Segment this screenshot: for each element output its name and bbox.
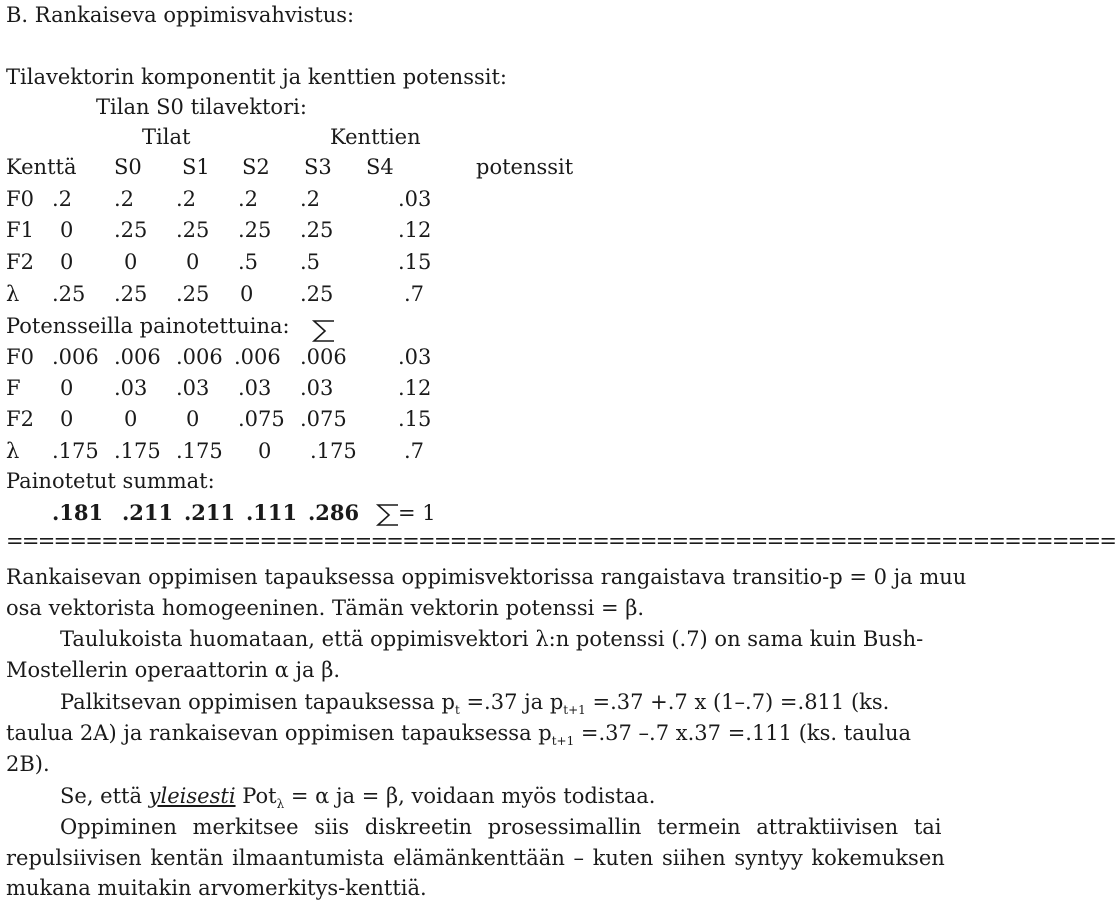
table-cell: .175: [52, 439, 99, 463]
header-cell: S4: [366, 155, 394, 179]
sum-value: .286: [308, 500, 360, 525]
table-cell: .2: [238, 187, 259, 211]
sums-label: Painotetut summat:: [6, 469, 215, 493]
table-cell: .03: [114, 376, 148, 400]
table-cell: .03: [238, 376, 272, 400]
table-cell: .25: [300, 282, 334, 306]
table-cell: .075: [238, 407, 285, 431]
paragraph-4: Se, että yleisesti Pot$_\lambda$ = α ja = β, voidaan myös todistaa.: [60, 784, 656, 811]
table-cell: .2: [300, 187, 321, 211]
table-cell: .2: [176, 187, 197, 211]
header-cell: Kenttä: [6, 155, 77, 179]
table-cell: 0: [60, 250, 74, 274]
sum-value: .211: [122, 500, 174, 525]
table-cell: .006: [114, 345, 161, 369]
sigma-icon: [376, 502, 400, 528]
table-cell: .5: [300, 250, 321, 274]
paragraph-2-line-2: Mostellerin operaattorin α ja β.: [6, 658, 341, 682]
table-cell: .03: [398, 187, 432, 211]
table-cell: .25: [114, 282, 148, 306]
row-label: F0: [6, 345, 34, 369]
table-cell: .006: [52, 345, 99, 369]
sum-value: .181: [52, 500, 104, 525]
row-label: F2: [6, 250, 34, 274]
table-cell: .006: [176, 345, 223, 369]
intro-line: Tilavektorin komponentit ja kenttien potenssit:: [6, 65, 507, 89]
row-label: λ: [6, 439, 20, 463]
table-cell: .25: [114, 218, 148, 242]
table-cell: 0: [60, 407, 74, 431]
paragraph-1-line-2: osa vektorista homogeeninen. Tämän vektorin potenssi = β.: [6, 596, 645, 620]
table-cell: .03: [300, 376, 334, 400]
paragraph-5-line-2: repulsiivisen kentän ilmaantumista elämänkenttään – kuten siihen syntyy kokemuksen: [6, 846, 945, 870]
table-cell: .25: [238, 218, 272, 242]
table-cell: .7: [404, 439, 425, 463]
table-cell: .175: [114, 439, 161, 463]
table-cell: .25: [176, 282, 210, 306]
paragraph-5-line-3: mukana muitakin arvomerkitys-kenttiä.: [6, 876, 427, 900]
sum-total: = 1: [398, 501, 436, 525]
paragraph-3-line-2: taulua 2A) ja rankaisevan oppimisen tapauksessa $p_{t+1} =.37$ –.7 x.37 =.111 (ks. taulua: [6, 721, 912, 748]
table-cell: .03: [398, 345, 432, 369]
paragraph-3-line-1: Palkitsevan oppimisen tapauksessa $p_t =.37$ ja $p_{t+1} =.37 +.7$ x (1–.7) =.811 (ks.: [60, 690, 890, 717]
table-cell: .2: [52, 187, 73, 211]
header-cell: potenssit: [476, 155, 574, 179]
table-cell: 0: [258, 439, 272, 463]
row-label: F2: [6, 407, 34, 431]
row-label: F1: [6, 218, 34, 242]
table-cell: .7: [404, 282, 425, 306]
header-cell: S2: [242, 155, 270, 179]
header-cell: S3: [304, 155, 332, 179]
table-cell: .175: [310, 439, 357, 463]
table-cell: .15: [398, 407, 432, 431]
column-group-tilat: Tilat: [142, 125, 191, 149]
table-cell: .25: [52, 282, 86, 306]
table-cell: .25: [300, 218, 334, 242]
paragraph-1-line-1: Rankaisevan oppimisen tapauksessa oppimisvektorissa rangaistava transitio-p = 0 ja muu: [6, 565, 967, 589]
column-group-kenttien: Kenttien: [330, 125, 421, 149]
section-heading: B. Rankaiseva oppimisvahvistus:: [6, 3, 355, 27]
table-cell: 0: [60, 376, 74, 400]
table-cell: .12: [398, 218, 432, 242]
s0-label: Tilan S0 tilavektori:: [96, 95, 307, 119]
table-cell: 0: [240, 282, 254, 306]
table-cell: .075: [300, 407, 347, 431]
table-cell: .006: [234, 345, 281, 369]
weighted-label: Potensseilla painotettuina:: [6, 314, 290, 338]
table-cell: 0: [124, 407, 138, 431]
sum-value: .111: [246, 500, 298, 525]
table-cell: .15: [398, 250, 432, 274]
table-cell: .25: [176, 218, 210, 242]
table-cell: .2: [114, 187, 135, 211]
row-label: F: [6, 376, 21, 400]
paragraph-5-line-1: Oppiminen merkitsee siis diskreetin prosessimallin termein attraktiivisen tai: [60, 815, 942, 839]
table-cell: 0: [186, 407, 200, 431]
sigma-icon: [312, 318, 336, 344]
table-cell: .03: [176, 376, 210, 400]
paragraph-2-line-1: Taulukoista huomataan, että oppimisvektori λ:n potenssi (.7) on sama kuin Bush-: [60, 627, 924, 651]
table-cell: 0: [186, 250, 200, 274]
table-cell: .12: [398, 376, 432, 400]
table-cell: .5: [238, 250, 259, 274]
sum-value: .211: [184, 500, 236, 525]
row-label: λ: [6, 282, 20, 306]
separator-line: ======================================================================: [6, 529, 1115, 553]
row-label: F0: [6, 187, 34, 211]
table-cell: 0: [60, 218, 74, 242]
table-cell: .006: [300, 345, 347, 369]
paragraph-3-line-3: 2B).: [6, 752, 50, 776]
table-cell: 0: [124, 250, 138, 274]
header-cell: S0: [114, 155, 142, 179]
header-cell: S1: [182, 155, 210, 179]
table-cell: .175: [176, 439, 223, 463]
